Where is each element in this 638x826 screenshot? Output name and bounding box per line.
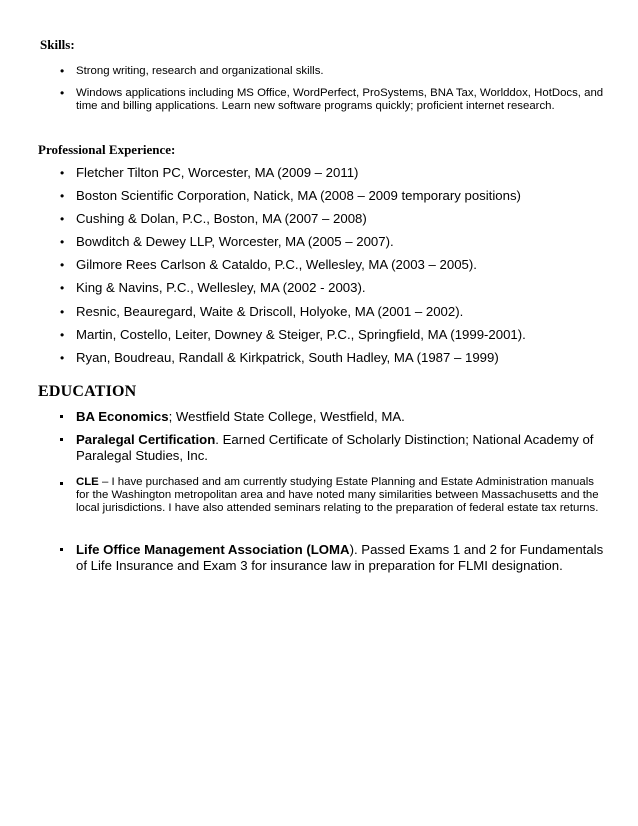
bullet-icon: • (60, 350, 65, 365)
experience-heading: Professional Experience: (38, 142, 176, 157)
experience-text: Ryan, Boudreau, Randall & Kirkpatrick, South Hadley, MA (1987 – 1999) (76, 349, 499, 365)
skills-list (60, 64, 616, 122)
experience-text: Martin, Costello, Leiter, Downey & Steiger, P.C., Springfield, MA (1999-2001). (76, 326, 526, 342)
bullet-icon: • (60, 64, 65, 78)
education-item (76, 476, 606, 515)
list-item (60, 279, 616, 302)
experience-text: Bowditch & Dewey LLP, Worcester, MA (2005 – 2007). (76, 234, 394, 250)
square-bullet-icon (60, 438, 63, 441)
bullet-icon: • (60, 212, 65, 227)
list-item (60, 85, 616, 114)
experience-text: Boston Scientific Corporation, Natick, MA (2008 – 2009 temporary positions) (76, 188, 521, 204)
list-item (60, 256, 616, 279)
experience-text: Cushing & Dolan, P.C., Boston, MA (2007 – 2008) (76, 211, 367, 227)
list-item (60, 326, 616, 349)
education-text: ; Westfield State College, Westfield, MA. (168, 409, 405, 424)
bullet-icon: • (60, 235, 65, 250)
list-item (60, 64, 616, 79)
square-bullet-icon (60, 548, 63, 551)
education-label: BA Economics (76, 409, 169, 424)
bullet-icon: • (60, 258, 65, 273)
education-heading: EDUCATION (38, 383, 137, 400)
education-item (76, 542, 606, 574)
list-item (60, 303, 616, 326)
experience-text: King & Navins, P.C., Wellesley, MA (2002 - 2003). (76, 280, 366, 296)
bullet-icon: • (60, 281, 65, 296)
education-item (76, 432, 606, 464)
list-item (60, 233, 616, 256)
list-item (60, 349, 616, 372)
square-bullet-icon (60, 415, 63, 418)
square-bullet-icon (60, 482, 63, 485)
bullet-icon: • (60, 166, 65, 180)
list-item (60, 164, 616, 187)
bullet-icon: • (60, 85, 65, 100)
skills-heading: Skills: (40, 37, 75, 52)
education-text: . Earned Certificate of Scholarly Distinction; National Academy of Paralegal Studies, Inc. (76, 432, 594, 463)
education-text: – I have purchased and am currently studying Estate Planning and Estate Administration manuals for the Washington metropolitan area and have noted many similarities between Massachusetts and the local jurisdictions. I have also attended seminars relating to the preparation of federal estate tax returns. (76, 476, 599, 514)
education-label: CLE (76, 476, 99, 488)
bullet-icon: • (60, 304, 65, 319)
education-text: ). Passed Exams 1 and 2 for Fundamentals of Life Insurance and Exam 3 for insurance law in preparation for FLMI designation. (76, 542, 604, 573)
experience-text: Fletcher Tilton PC, Worcester, MA (2009 – 2011) (76, 165, 359, 180)
education-item (76, 409, 606, 425)
list-item (60, 187, 616, 210)
experience-text: Resnic, Beauregard, Waite & Driscoll, Holyoke, MA (2001 – 2002). (76, 303, 464, 319)
experience-text: Gilmore Rees Carlson & Cataldo, P.C., Wellesley, MA (2003 – 2005). (76, 257, 477, 273)
experience-list (60, 164, 616, 372)
bullet-icon: • (60, 189, 65, 204)
list-item (60, 210, 616, 233)
education-label: Life Office Management Association (LOMA (76, 542, 350, 557)
skill-text: Windows applications including MS Office, WordPerfect, ProSystems, BNA Tax, Worlddox, HotDocs, and time and billing applications. Learn new software programs quickly; proficient internet research. (76, 86, 604, 112)
education-label: Paralegal Certification (76, 432, 216, 447)
bullet-icon: • (60, 327, 65, 342)
skill-text: Strong writing, research and organizational skills. (76, 65, 324, 77)
